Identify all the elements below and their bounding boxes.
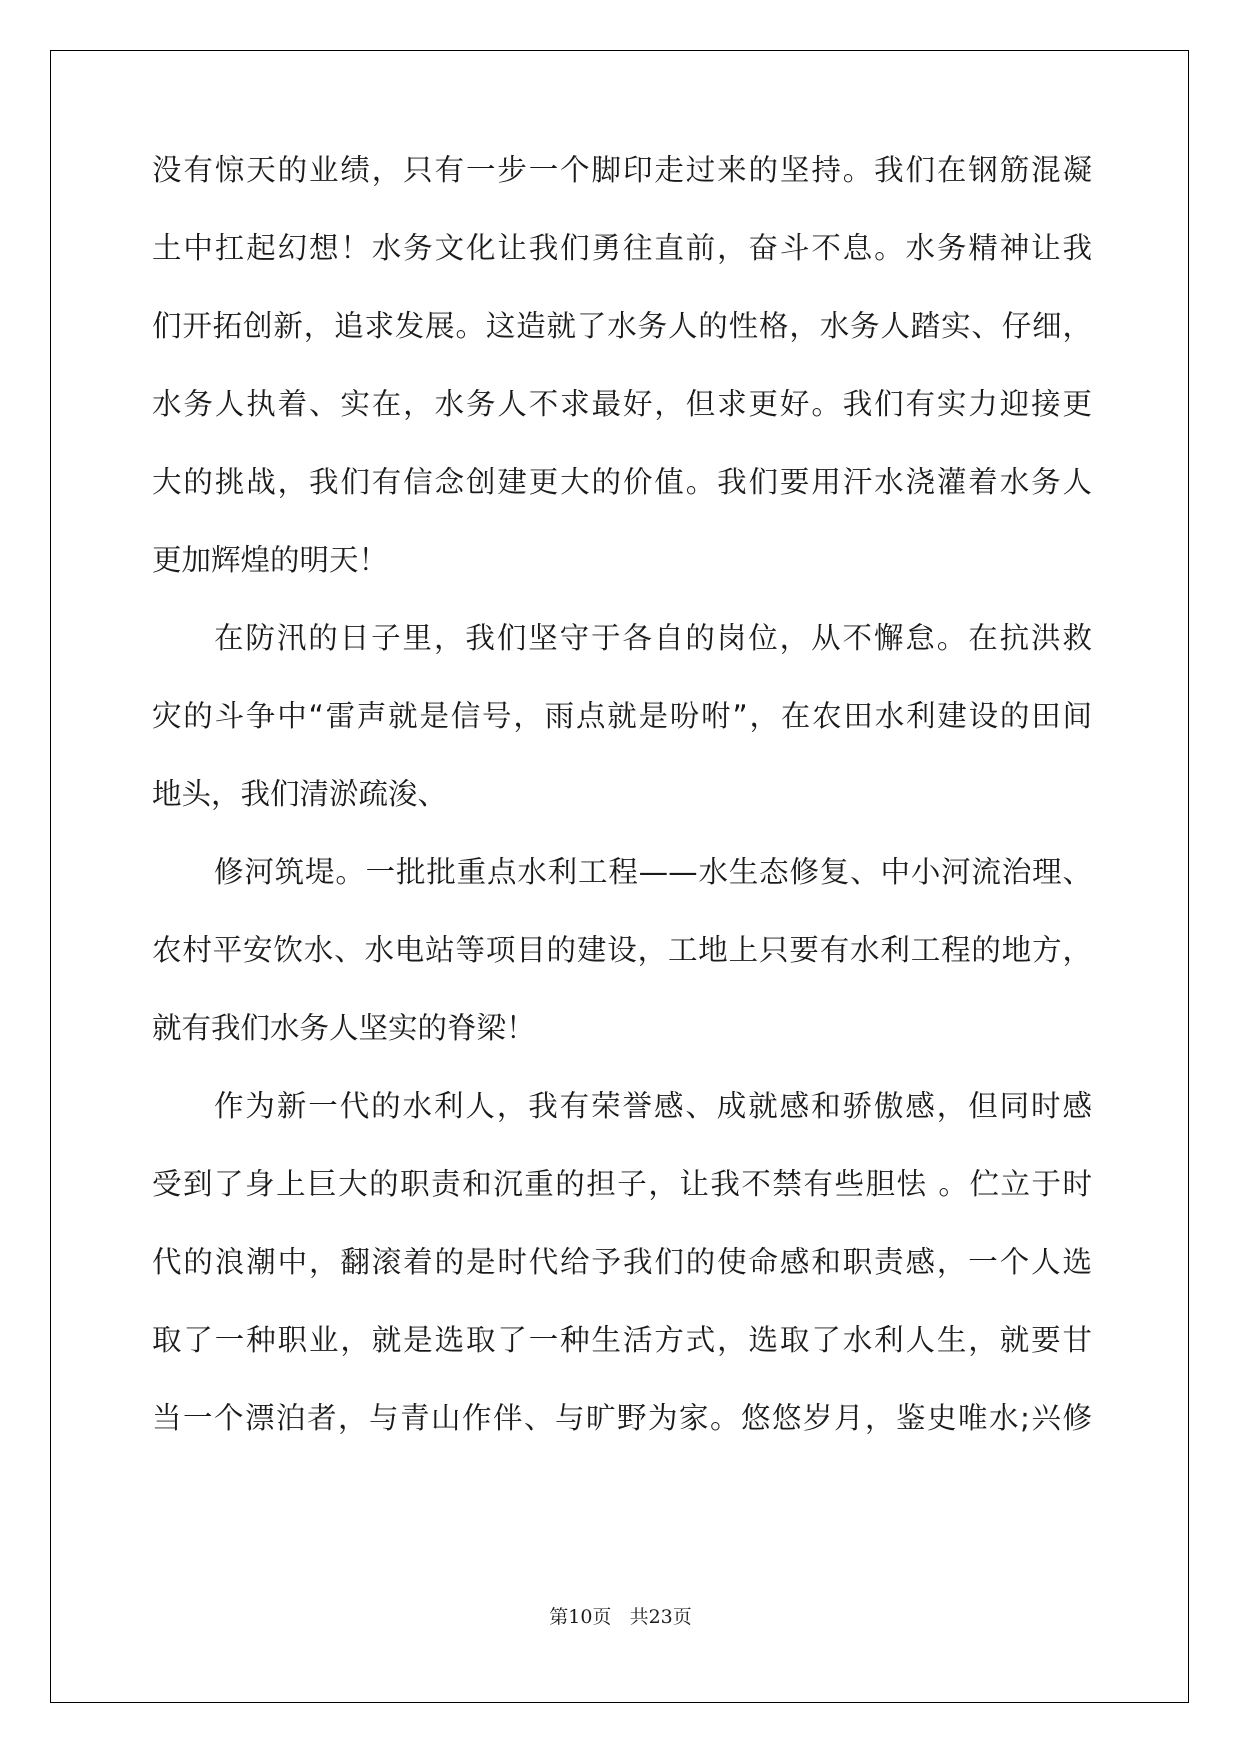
text-line: 代的浪潮中，翻滚着的是时代给予我们的使命感和职责感，一个人选 — [152, 1245, 1092, 1279]
text-line: 修河筑堤。一批批重点水利工程——水生态修复、中小河流治理、 — [214, 855, 1092, 889]
page-footer — [0, 1602, 1241, 1629]
text-line: 在防汛的日子里，我们坚守于各自的岗位，从不懈怠。在抗洪救 — [214, 621, 1092, 655]
text-line: 没有惊天的业绩，只有一步一个脚印走过来的坚持。我们在钢筋混凝 — [152, 153, 1092, 187]
text-line: 农村平安饮水、水电站等项目的建设，工地上只要有水利工程的地方， — [152, 933, 1092, 967]
text-line: 更加辉煌的明天！ — [152, 543, 389, 577]
text-line: 地头，我们清淤疏浚、 — [152, 777, 448, 811]
text-line: 作为新一代的水利人，我有荣誉感、成就感和骄傲感，但同时感 — [214, 1089, 1092, 1123]
page-total: 共23页 — [629, 1606, 692, 1628]
text-line: 土中扛起幻想！水务文化让我们勇往直前，奋斗不息。水务精神让我 — [152, 231, 1092, 265]
text-line: 大的挑战，我们有信念创建更大的价值。我们要用汗水浇灌着水务人 — [152, 465, 1092, 499]
text-line: 就有我们水务人坚实的脊梁！ — [152, 1011, 536, 1045]
page-number: 第10页 — [549, 1606, 612, 1628]
text-line: 当一个漂泊者，与青山作伴、与旷野为家。悠悠岁月，鉴史唯水;兴修 — [152, 1401, 1092, 1435]
text-line: 水务人执着、实在，水务人不求最好，但求更好。我们有实力迎接更 — [152, 387, 1092, 421]
text-line: 取了一种职业，就是选取了一种生活方式，选取了水利人生，就要甘 — [152, 1323, 1092, 1357]
text-line: 受到了身上巨大的职责和沉重的担子，让我不禁有些胆怯 。伫立于时 — [152, 1167, 1092, 1201]
text-line: 灾的斗争中“雷声就是信号，雨点就是吩咐”，在农田水利建设的田间 — [152, 699, 1092, 733]
text-line: 们开拓创新，追求发展。这造就了水务人的性格，水务人踏实、仔细， — [152, 309, 1092, 343]
